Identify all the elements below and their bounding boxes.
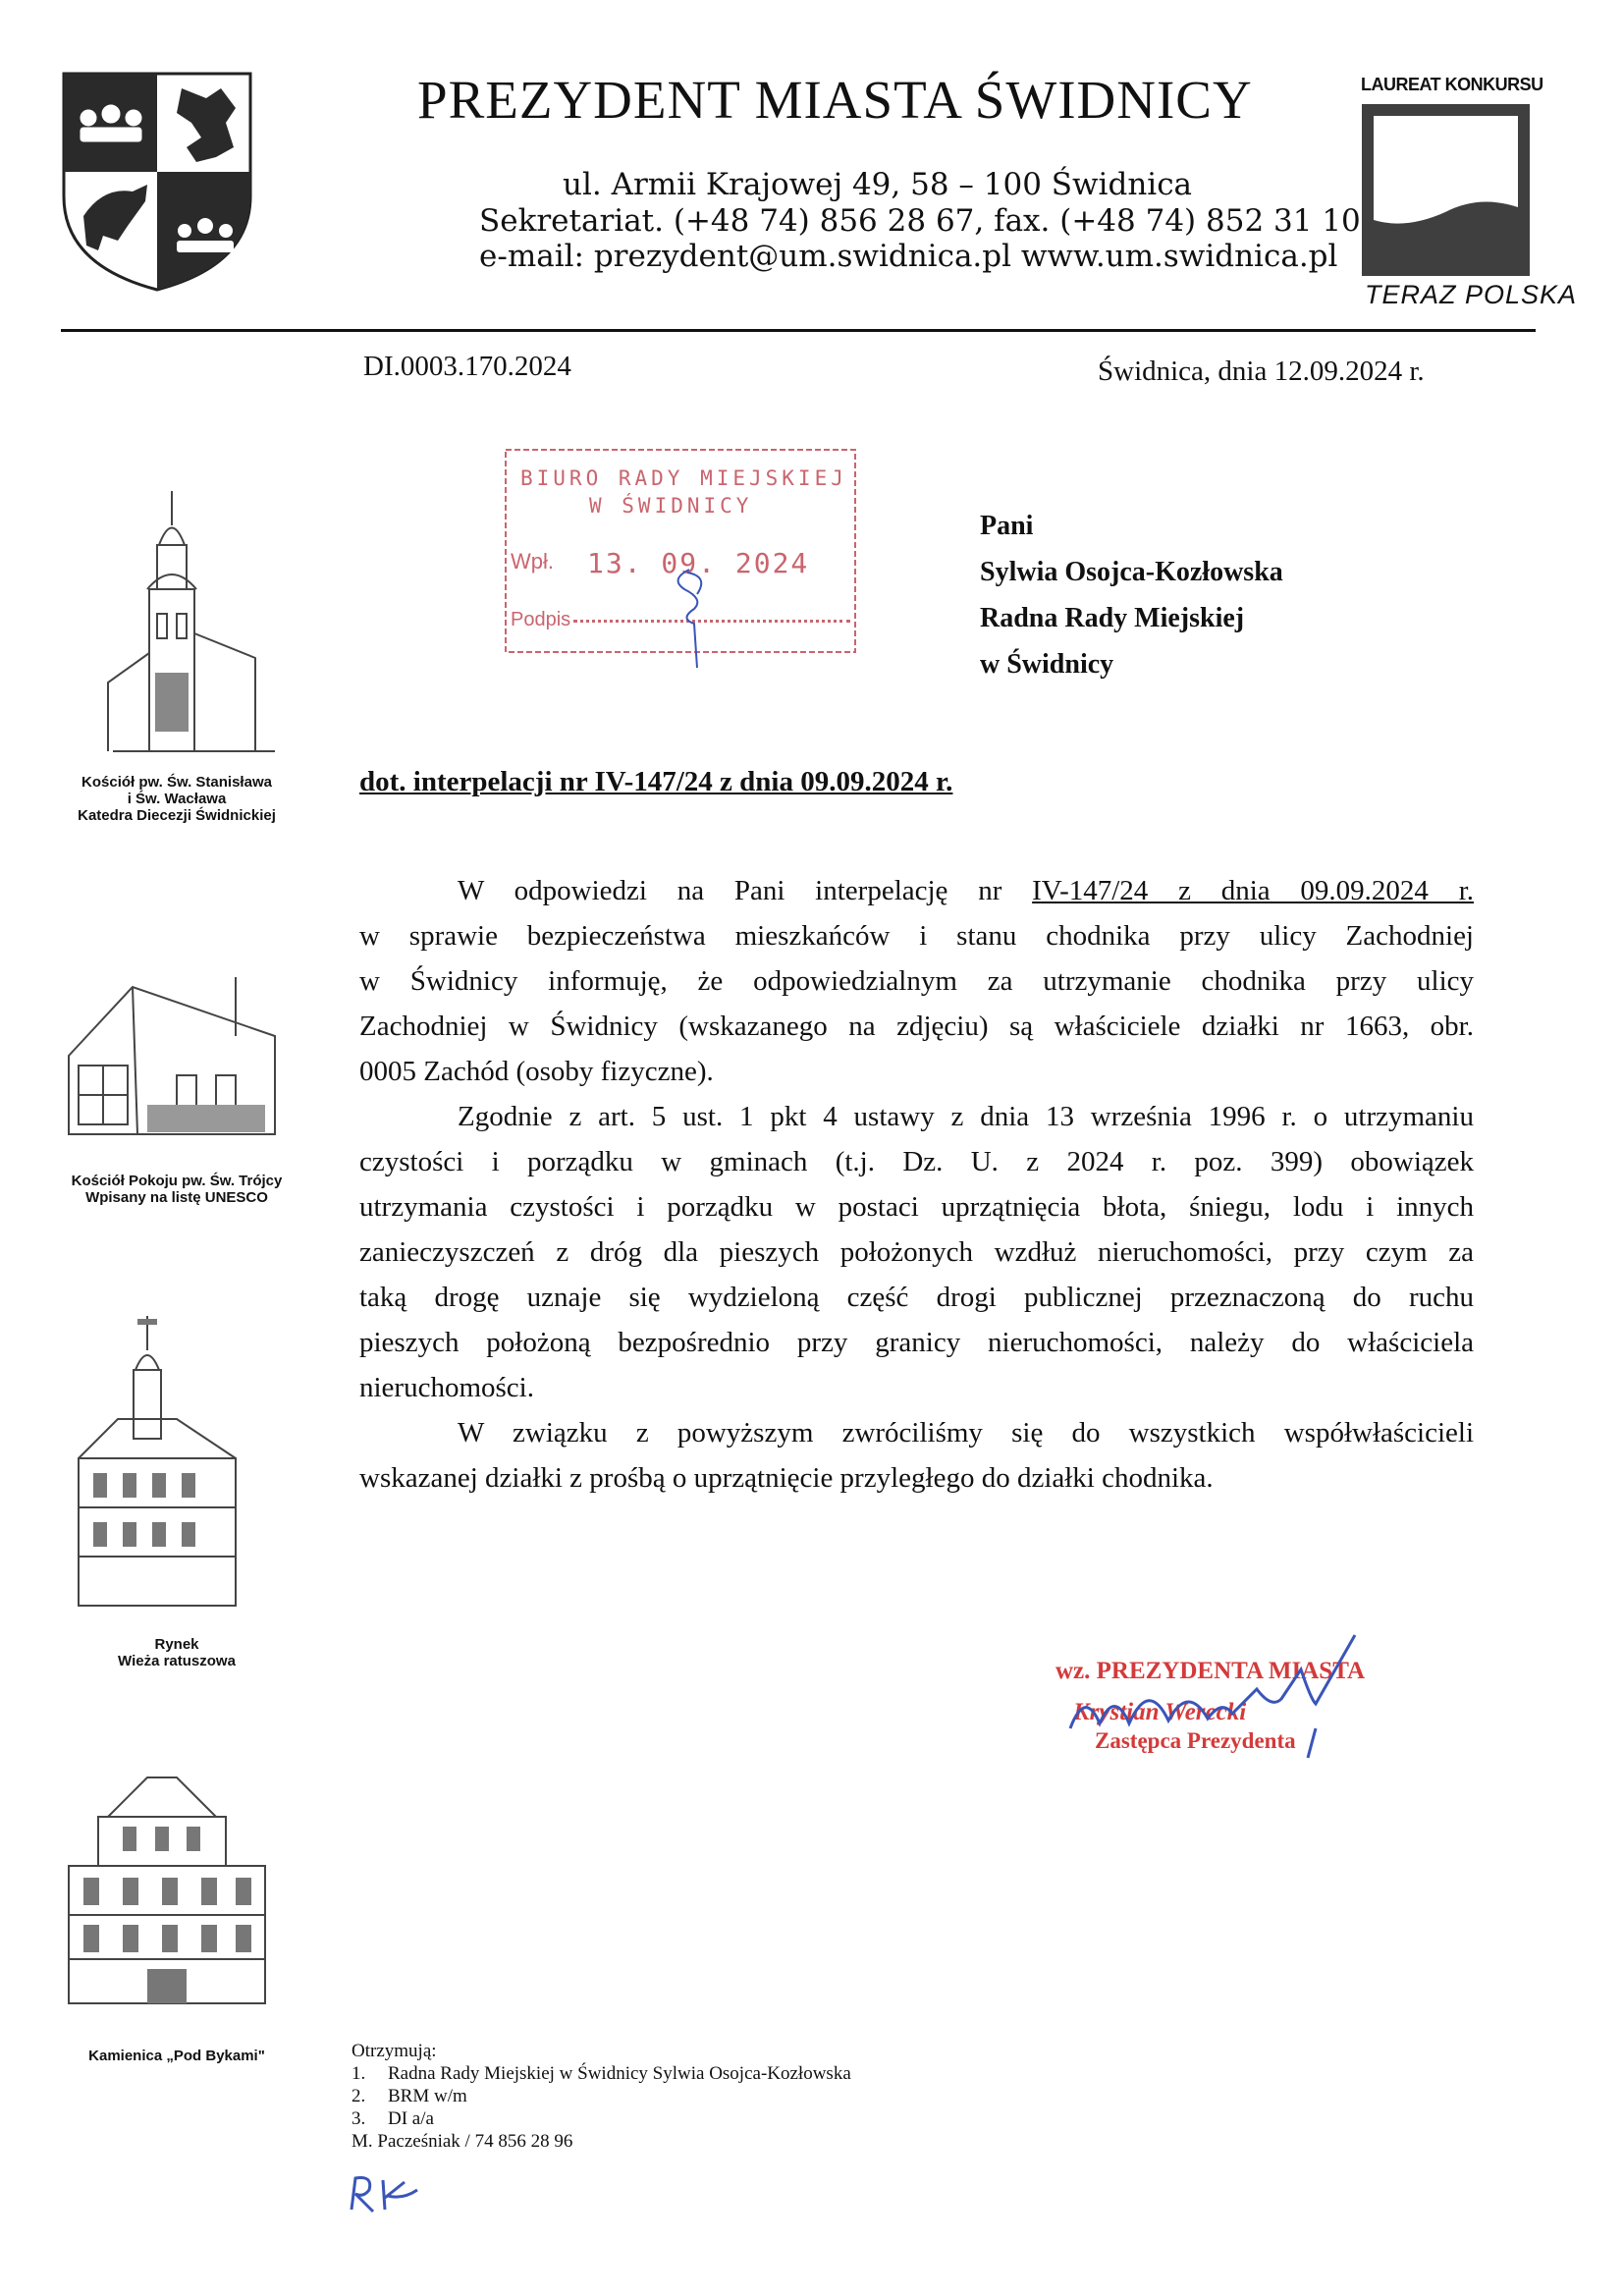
signature-role: Zastępca Prezydenta xyxy=(1095,1728,1296,1753)
address-line: ul. Armii Krajowej 49, 58 – 100 Świdnica xyxy=(563,167,1193,202)
distribution-item xyxy=(352,2063,851,2085)
body-line: W związku z powyższym zwróciliśmy się do wszystkich współwłaścicieli xyxy=(458,1417,1474,1449)
caption-pod-bykami xyxy=(39,2048,314,2064)
recipient-name: Sylwia Osojca-Kozłowska xyxy=(980,557,1283,587)
header-divider xyxy=(61,329,1536,332)
handwritten-initials xyxy=(344,2170,432,2219)
distribution-item xyxy=(352,2086,467,2107)
market-tower-sketch xyxy=(39,1311,285,1615)
distribution-number: 3. xyxy=(352,2108,366,2129)
teraz-polska-logo xyxy=(1362,104,1530,276)
caption-line: Kościół pw. Św. Stanisława xyxy=(81,774,272,791)
distribution-text: DI a/a xyxy=(388,2108,434,2129)
body-line: nieruchomości. xyxy=(359,1372,534,1403)
caption-line: Katedra Diecezji Świdnickiej xyxy=(78,807,276,824)
body-line: 0005 Zachód (osoby fizyczne). xyxy=(359,1056,714,1087)
reference-number: DI.0003.170.2024 xyxy=(363,351,571,382)
received-stamp xyxy=(503,447,858,655)
distribution-text: BRM w/m xyxy=(388,2086,467,2106)
distribution-label: Otrzymują: xyxy=(352,2041,437,2061)
handwritten-signature xyxy=(1060,1630,1375,1768)
contact-person: M. Pacześniak / 74 856 28 96 xyxy=(352,2131,573,2152)
stamp-received-label: Wpł. xyxy=(511,549,554,574)
distribution-text: Radna Rady Miejskiej w Świdnicy Sylwia Osojca-Kozłowska xyxy=(388,2063,851,2084)
body-line: pieszych położoną bezpośrednio przy granicy nieruchomości, należy do właściciela xyxy=(359,1327,1474,1358)
stamp-line2: W ŚWIDNICY xyxy=(589,494,753,518)
caption-line: Kościół Pokoju pw. Św. Trójcy xyxy=(71,1173,283,1189)
body-line: Zachodniej w Świdnicy (wskazanego na zdjęciu) są właściciele działki nr 1663, obr. xyxy=(359,1011,1474,1042)
stamp-line1: BIURO RADY MIEJSKIEJ xyxy=(520,466,847,490)
distribution-number: 2. xyxy=(352,2086,366,2106)
caption-line: i Św. Wacława xyxy=(127,791,227,807)
distribution-number: 1. xyxy=(352,2063,366,2084)
caption-line: Wieża ratuszowa xyxy=(118,1653,236,1669)
email-line: e-mail: prezydent@um.swidnica.pl www.um.swidnica.pl xyxy=(479,239,1338,274)
body-line: w Świdnicy informuję, że odpowiedzialnym za utrzymanie chodnika przy ulicy xyxy=(359,965,1474,997)
award-brand: TERAZ POLSKA xyxy=(1365,280,1578,309)
header-title: PREZYDENT MIASTA ŚWIDNICY xyxy=(417,70,1253,130)
caption-line: Wpisany na listę UNESCO xyxy=(85,1189,268,1206)
caption-line: Rynek xyxy=(154,1636,199,1653)
stamp-signature-label: Podpis xyxy=(511,609,571,630)
body-line xyxy=(359,874,1474,907)
cathedral-sketch xyxy=(39,486,285,761)
recipient-line: Pani xyxy=(980,511,1034,541)
city-coat-of-arms xyxy=(59,69,255,295)
body-line: taką drogę uznaje się wydzieloną część drogi publicznej przeznaczoną do ruchu xyxy=(359,1282,1474,1313)
recipient-city: w Świdnicy xyxy=(980,649,1114,680)
caption-market-tower xyxy=(39,1636,314,1669)
body-text: W odpowiedzi na Pani interpelację nr xyxy=(458,875,1033,906)
body-line: w sprawie bezpieczeństwa mieszkańców i stanu chodnika przy ulicy Zachodniej xyxy=(359,920,1474,952)
recipient-title: Radna Rady Miejskiej xyxy=(980,603,1245,633)
caption-line: Kamienica „Pod Bykami" xyxy=(88,2048,265,2064)
interpellation-reference: IV-147/24 z dnia 09.09.2024 r. xyxy=(1032,875,1475,906)
body-line: zanieczyszczeń z dróg dla pieszych położonych wzdłuż nieruchomości, przy czym za xyxy=(359,1236,1474,1268)
body-line: wskazanej działki z prośbą o uprzątnięcie przyległego do działki chodnika. xyxy=(359,1462,1214,1494)
distribution-item xyxy=(352,2108,434,2130)
caption-cathedral xyxy=(39,774,314,824)
letter-date: Świdnica, dnia 12.09.2024 r. xyxy=(1098,355,1425,387)
award-label: LAUREAT KONKURSU xyxy=(1361,75,1543,94)
signature-name: Krystian Werecki xyxy=(1073,1699,1247,1725)
body-line: Zgodnie z art. 5 ust. 1 pkt 4 ustawy z dnia 13 września 1996 r. o utrzymaniu xyxy=(458,1101,1474,1132)
letter-subject: dot. interpelacji nr IV-147/24 z dnia 09.09.2024 r. xyxy=(359,766,953,797)
body-line: czystości i porządku w gminach (t.j. Dz. U. z 2024 r. poz. 399) obowiązek xyxy=(359,1146,1474,1177)
phone-line: Sekretariat. (+48 74) 856 28 67, fax. (+48 74) 852 31 10 xyxy=(479,203,1361,239)
church-of-peace-sketch xyxy=(39,957,285,1154)
stamp-paraph-signature xyxy=(660,565,729,673)
caption-church-of-peace xyxy=(39,1173,314,1206)
crown-icon xyxy=(81,105,141,141)
signature-title: wz. PREZYDENTA MIASTA xyxy=(1055,1658,1366,1684)
body-line: utrzymania czystości i porządku w postaci uprzątnięcia błota, śniegu, lodu i innych xyxy=(359,1191,1474,1223)
stamp-received-date: 13. 09. 2024 xyxy=(587,547,810,579)
pod-bykami-sketch xyxy=(39,1768,285,2013)
